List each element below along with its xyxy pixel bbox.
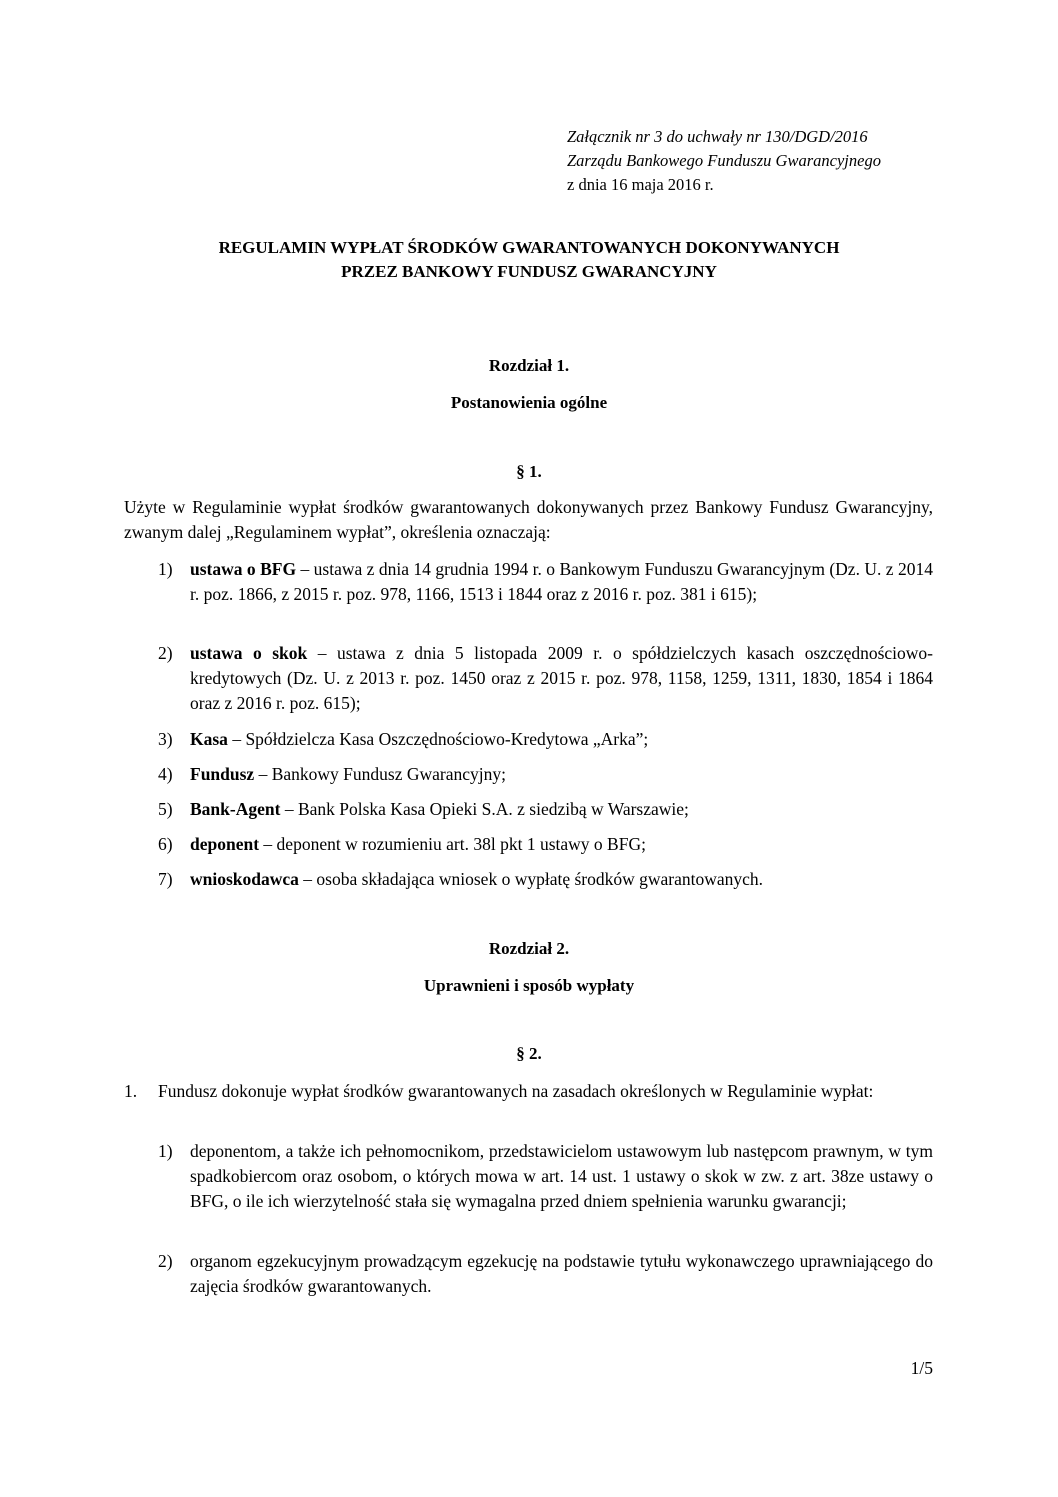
item-number: 1) [158,559,173,579]
definition-item [158,832,933,857]
definition-text: – ustawa z dnia 5 listopada 2009 r. o spółdzielczych kasach oszczędnościowo-kredytowych (Dz. U. z 2013 r. poz. 1450 oraz z 2015 r. poz. 978, 1158, 1259, 1311, 1830, 1854 i 1864 oraz z 2016 r. poz. 615); [190,643,933,713]
point-number: 1. [124,1081,138,1101]
annex-line-date: z dnia 16 maja 2016 r. [567,175,714,194]
definition-text: – Spółdzielcza Kasa Oszczędnościowo-Kredytowa „Arka”; [227,729,649,749]
definition-item [158,867,933,892]
annex-line-resolution: Załącznik nr 3 do uchwały nr 130/DGD/2016 [567,127,868,146]
item-number: 2) [158,643,173,663]
definition-term: Fundusz [190,764,255,784]
definition-item [158,762,933,787]
definition-text: – osoba składająca wniosek o wypłatę środków gwarantowanych. [298,869,764,889]
section-1-intro: Użyte w Regulaminie wypłat środków gwarantowanych dokonywanych przez Bankowy Fundusz Gwarancyjny, zwanym dalej „Regulaminem wypłat”, określenia oznaczają: [124,497,933,542]
item-text: deponentom, a także ich pełnomocnikom, przedstawicielom ustawowym lub następcom prawnym, w tym spadkobiercom oraz osobom, o których mowa w art. 14 ust. 1 ustawy o skok w zw. z art. 38ze ustawy o BFG, o ile ich wierzytelność stała się wymagalna przed dniem spełnienia warunku gwarancji; [190,1141,933,1211]
section-2-sign: § 2. [516,1044,542,1063]
item-number: 3) [158,729,173,749]
section-2-point-1 [124,1079,933,1104]
item-number: 5) [158,799,173,819]
chapter-2-subheading: Uprawnieni i sposób wypłaty [423,976,635,995]
definition-item [158,727,933,752]
item-number: 7) [158,869,173,889]
chapter-2-heading: Rozdział 2. [488,939,570,958]
definition-term: deponent [190,834,260,854]
definition-term: wnioskodawca [190,869,299,889]
definition-text: – Bankowy Fundusz Gwarancyjny; [254,764,506,784]
definition-term: ustawa o skok [190,643,308,663]
definition-text: – Bank Polska Kasa Opieki S.A. z siedzibą w Warszawie; [280,799,689,819]
item-text: organom egzekucyjnym prowadzącym egzekucję na podstawie tytułu wykonawczego uprawniającego do zajęcia środków gwarantowanych. [190,1251,933,1296]
definition-term: ustawa o BFG [190,559,297,579]
item-number: 2) [158,1251,173,1271]
item-number: 1) [158,1141,173,1161]
section-1-sign: § 1. [516,462,542,481]
list-item [158,1139,933,1214]
definition-item [158,641,933,716]
definition-text: – deponent w rozumieniu art. 38l pkt 1 ustawy o BFG; [259,834,646,854]
definition-text: – ustawa z dnia 14 grudnia 1994 r. o Bankowym Funduszu Gwarancyjnym (Dz. U. z 2014 r. poz. 1866, z 2015 r. poz. 978, 1166, 1513 i 1844 oraz z 2016 r. poz. 381 i 615); [190,559,933,604]
chapter-1-heading: Rozdział 1. [488,356,570,375]
page-number: 1/5 [910,1358,933,1378]
definition-item [158,797,933,822]
document-title-line-2: PRZEZ BANKOWY FUNDUSZ GWARANCYJNY [341,262,717,281]
document-title-line-1: REGULAMIN WYPŁAT ŚRODKÓW GWARANTOWANYCH DOKONYWANYCH [218,238,840,257]
document-title [100,236,958,284]
item-number: 6) [158,834,173,854]
definition-term: Kasa [190,729,228,749]
annex-line-board: Zarządu Bankowego Funduszu Gwarancyjnego [567,151,881,170]
point-text: Fundusz dokonuje wypłat środków gwarantowanych na zasadach określonych w Regulaminie wypłat: [158,1081,874,1101]
chapter-1-subheading: Postanowienia ogólne [450,393,608,412]
definition-term: Bank-Agent [190,799,281,819]
definition-item [158,557,933,607]
item-number: 4) [158,764,173,784]
annex-reference [567,125,881,197]
list-item [158,1249,933,1299]
